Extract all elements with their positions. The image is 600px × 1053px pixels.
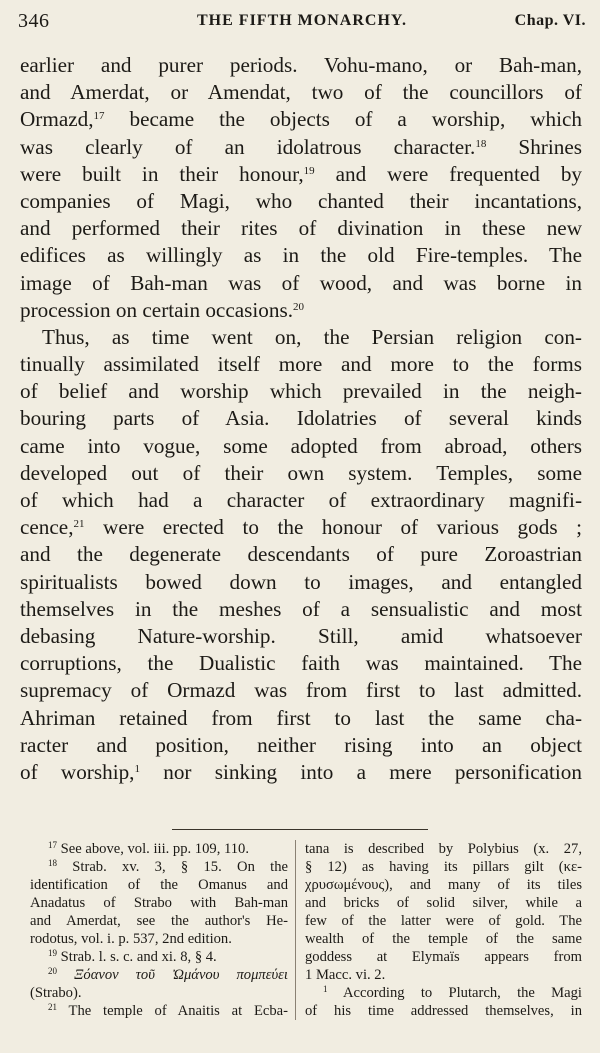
line-text: image of Bah-man was of wood, and was borne in: [20, 270, 582, 295]
text-line: [20, 242, 582, 269]
footnote-line: [305, 840, 582, 858]
text-line: [20, 52, 582, 79]
footnote-text: Anadatus of Strabo with Bah-man: [30, 895, 288, 911]
text-line: [20, 433, 582, 460]
text-line: [20, 759, 582, 786]
line-text: themselves in the meshes of a sensualistic and most: [20, 596, 582, 621]
line-text: and Amerdat, or Amendat, two of the councillors of: [20, 80, 582, 105]
text-line: [20, 188, 582, 215]
footnote-text: According to Plutarch, the Magi: [327, 985, 582, 1001]
line-text: of which had a character of extraordinary magnifi-: [20, 488, 582, 512]
footnote-marker: 17: [93, 110, 105, 123]
footnote-rule: [172, 829, 428, 830]
line-text: Shrines: [486, 134, 582, 159]
line-text: spiritualists bowed down to images, and entangled: [20, 569, 582, 594]
line-text: supremacy of Ormazd was from first to last admitted.: [20, 678, 582, 703]
line-text: were erected to the honour of various gods ;: [84, 515, 582, 540]
chapter-label: Chap. VI.: [514, 12, 586, 29]
footnotes-left-column: [30, 840, 288, 1020]
line-text: became the objects of a worship, which: [104, 107, 582, 132]
footnote-line: [305, 912, 582, 930]
text-line: [20, 324, 582, 351]
running-title: THE FIFTH MONARCHY.: [197, 12, 407, 29]
line-text: and performed their rites of divination in these new: [20, 216, 582, 241]
footnote-marker: 18: [475, 137, 487, 150]
footnote-text: § 12) as having its pillars gilt (κε-: [305, 859, 582, 875]
footnote-text: Ξόανον τοῦ Ὠμάνου πομπεύει: [57, 967, 288, 983]
footnote-line: [30, 858, 288, 876]
footnote-text: wealth of the temple of the same: [305, 931, 582, 947]
text-line: [20, 134, 582, 161]
footnote-line: [30, 840, 288, 858]
footnote-text: and Amerdat, see the author's He-: [30, 913, 288, 929]
footnote-line: [30, 1002, 288, 1020]
line-text: bouring parts of Asia. Idolatries of several kinds: [20, 406, 582, 431]
footnote-text: The temple of Anaitis at Ecba-: [57, 1003, 288, 1019]
main-text: [20, 52, 582, 786]
footnotes-right-column: [305, 840, 582, 1020]
text-line: [20, 623, 582, 650]
footnote-text: Strab. l. s. c. and xi. 8, § 4.: [57, 949, 217, 965]
text-line: [20, 106, 582, 133]
text-line: [20, 79, 582, 106]
footnote-text: (Strabo).: [30, 985, 82, 1001]
line-text: earlier and purer periods. Vohu-mano, or Bah-man,: [20, 53, 582, 77]
text-line: [20, 596, 582, 623]
footnote-text: 1 Macc. vi. 2.: [305, 967, 386, 983]
footnote-text: identification of the Omanus and: [30, 877, 288, 893]
line-text: Thus, as time went on, the Persian religion con-: [42, 324, 582, 349]
footnote-marker: 20: [293, 300, 304, 313]
text-line: [20, 487, 582, 514]
text-line: [20, 650, 582, 677]
line-text: debasing Nature-worship. Still, amid whatsoever: [20, 623, 582, 648]
footnote-line: [30, 894, 288, 912]
footnote-marker: 19: [303, 164, 315, 177]
footnote-line: [305, 876, 582, 894]
line-text: developed out of their own system. Temples, some: [20, 460, 582, 485]
footnote-line: [30, 930, 288, 948]
text-line: [20, 541, 582, 568]
line-text: was clearly of an idolatrous character.: [20, 134, 476, 159]
footnote-line: [305, 966, 582, 984]
text-line: [20, 705, 582, 732]
line-text: Ormazd,: [20, 107, 94, 132]
line-text: of belief and worship which prevailed in the neigh-: [20, 379, 582, 404]
text-line: [20, 378, 582, 405]
footnote-line: [30, 948, 288, 966]
line-text: and were frequented by: [314, 161, 583, 186]
footnote-text: See above, vol. iii. pp. 109, 110.: [57, 841, 249, 857]
footnote-text: of his time addressed themselves, in: [305, 1003, 582, 1019]
footnote-line: [305, 948, 582, 966]
footnote-line: [30, 984, 288, 1002]
text-line: [20, 351, 582, 378]
footnote-number: 1: [323, 984, 328, 994]
line-text: tinually assimilated itself more and more to the forms: [20, 352, 582, 377]
footnote-number: 20: [48, 966, 57, 976]
text-line: [20, 569, 582, 596]
line-text: edifices as willingly as in the old Fire-temples. The: [20, 243, 582, 268]
text-line: [20, 161, 582, 188]
footnote-text: tana is described by Polybius (x. 27,: [305, 841, 582, 857]
footnote-column-divider: [295, 840, 296, 1020]
text-line: [20, 732, 582, 759]
line-text: racter and position, neither rising into an object: [20, 732, 582, 757]
footnote-text: and bricks of solid silver, while a: [305, 895, 582, 911]
footnote-line: [30, 876, 288, 894]
text-line: [20, 270, 582, 297]
line-text: came into vogue, some adopted from abroad, others: [20, 433, 582, 458]
text-line: [20, 405, 582, 432]
footnote-line: [305, 984, 582, 1002]
text-line: [20, 677, 582, 704]
footnote-line: [305, 930, 582, 948]
line-text: corruptions, the Dualistic faith was maintained. The: [20, 651, 582, 676]
line-text: procession on certain occasions.: [20, 297, 293, 322]
footnote-line: [305, 858, 582, 876]
footnote-line: [30, 912, 288, 930]
footnote-text: few of the latter were of gold. The: [305, 913, 582, 929]
footnote-text: rodotus, vol. i. p. 537, 2nd edition.: [30, 931, 232, 947]
line-text: and the degenerate descendants of pure Zoroastrian: [20, 542, 582, 567]
page-number: 346: [18, 10, 50, 32]
text-line: [20, 297, 582, 324]
line-text: nor sinking into a mere personification: [139, 759, 582, 784]
footnote-text: χρυσωμένους), and many of its tiles: [305, 877, 582, 893]
line-text: Ahriman retained from first to last the same cha-: [20, 705, 582, 730]
text-line: [20, 215, 582, 242]
footnote-text: Strab. xv. 3, § 15. On the: [57, 859, 288, 875]
footnote-line: [30, 966, 288, 984]
line-text: of worship,: [20, 759, 135, 784]
text-line: [20, 460, 582, 487]
line-text: companies of Magi, who chanted their incantations,: [20, 188, 582, 213]
footnote-line: [305, 1002, 582, 1020]
footnote-marker: 21: [73, 518, 85, 531]
footnote-marker: 1: [134, 762, 140, 775]
line-text: were built in their honour,: [20, 161, 304, 186]
footnote-text: goddess at Elymaïs appears from: [305, 949, 582, 965]
footnote-number: 18: [48, 858, 57, 868]
footnote-line: [305, 894, 582, 912]
text-line: [20, 514, 582, 541]
line-text: cence,: [20, 515, 74, 540]
page-header: [18, 10, 586, 36]
footnote-number: 21: [48, 1002, 57, 1012]
footnote-number: 19: [48, 948, 57, 958]
footnote-number: 17: [48, 840, 57, 850]
